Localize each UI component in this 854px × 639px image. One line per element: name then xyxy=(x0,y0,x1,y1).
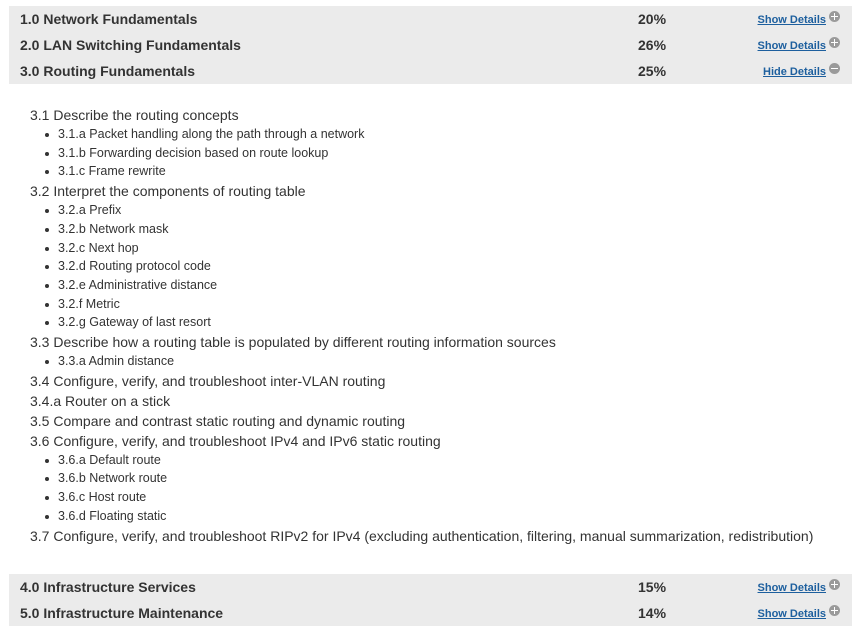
show-details-toggle[interactable] xyxy=(758,574,840,600)
list-item: 3.1.a Packet handling along the path through a network xyxy=(30,125,813,144)
list-item: 3.3.a Admin distance xyxy=(30,352,813,371)
list-item: 3.1.c Frame rewrite xyxy=(30,162,813,181)
topic-title: 1.0 Network Fundamentals xyxy=(20,11,198,27)
section-3-6-list xyxy=(30,451,813,526)
topic-title: 4.0 Infrastructure Services xyxy=(20,579,196,595)
list-item: 3.6.b Network route xyxy=(30,469,813,488)
section-3-5: 3.5 Compare and contrast static routing and dynamic routing xyxy=(30,412,406,429)
list-item: 3.2.c Next hop xyxy=(30,239,813,258)
list-item: 3.2.g Gateway of last resort xyxy=(30,313,813,332)
plus-circle-icon[interactable] xyxy=(829,37,840,48)
topic-row-network-fundamentals xyxy=(9,6,852,32)
list-item: 3.2.b Network mask xyxy=(30,220,813,239)
show-details-link[interactable]: Show Details xyxy=(757,14,826,26)
list-item: 3.6.a Default route xyxy=(30,451,813,470)
topic-row-routing-fundamentals xyxy=(9,58,852,84)
section-3-7: 3.7 Configure, verify, and troubleshoot RIPv2 for IPv4 (excluding authentication, filtering, manual summarization, redistribution) xyxy=(30,527,814,544)
section-3-3-list xyxy=(30,352,813,371)
show-details-toggle[interactable] xyxy=(758,32,840,58)
list-item: 3.2.f Metric xyxy=(30,295,813,314)
topic-percent: 20% xyxy=(638,11,667,27)
list-item: 3.6.c Host route xyxy=(30,488,813,507)
list-item: 3.2.a Prefix xyxy=(30,201,813,220)
topic-title: 3.0 Routing Fundamentals xyxy=(20,63,196,79)
show-details-link[interactable]: Show Details xyxy=(757,582,826,594)
topic-percent: 25% xyxy=(638,63,667,79)
section-3-3: 3.3 Describe how a routing table is populated by different routing information sources xyxy=(30,334,556,351)
show-details-link[interactable]: Show Details xyxy=(757,608,826,620)
details-content xyxy=(30,105,813,546)
section-3-6: 3.6 Configure, verify, and troubleshoot IPv4 and IPv6 static routing xyxy=(30,432,441,449)
section-3-2: 3.2 Interpret the components of routing table xyxy=(30,183,306,200)
plus-circle-icon[interactable] xyxy=(829,11,840,22)
show-details-toggle[interactable] xyxy=(758,600,840,626)
show-details-toggle[interactable] xyxy=(758,6,840,32)
topic-row-infrastructure-services xyxy=(9,574,852,600)
list-item: 3.2.d Routing protocol code xyxy=(30,257,813,276)
topic-percent: 14% xyxy=(638,605,667,621)
section-3-4-a: 3.4.a Router on a stick xyxy=(30,392,171,409)
hide-details-link[interactable]: Hide Details xyxy=(763,66,826,78)
section-3-1-list xyxy=(30,125,813,181)
section-3-2-list xyxy=(30,201,813,332)
topic-percent: 15% xyxy=(638,579,667,595)
plus-circle-icon[interactable] xyxy=(829,579,840,590)
list-item: 3.2.e Administrative distance xyxy=(30,276,813,295)
topic-title: 2.0 LAN Switching Fundamentals xyxy=(20,37,241,53)
list-item: 3.1.b Forwarding decision based on route lookup xyxy=(30,144,813,163)
topic-row-lan-switching xyxy=(9,32,852,58)
minus-circle-icon[interactable] xyxy=(829,63,840,74)
topic-title: 5.0 Infrastructure Maintenance xyxy=(20,605,224,621)
topic-percent: 26% xyxy=(638,37,667,53)
plus-circle-icon[interactable] xyxy=(829,605,840,616)
section-3-1: 3.1 Describe the routing concepts xyxy=(30,107,239,123)
hide-details-toggle[interactable] xyxy=(763,58,840,84)
topic-row-infrastructure-maintenance xyxy=(9,600,852,626)
routing-details-panel xyxy=(9,85,852,573)
list-item: 3.6.d Floating static xyxy=(30,507,813,526)
section-3-4: 3.4 Configure, verify, and troubleshoot inter-VLAN routing xyxy=(30,372,386,389)
show-details-link[interactable]: Show Details xyxy=(757,40,826,52)
